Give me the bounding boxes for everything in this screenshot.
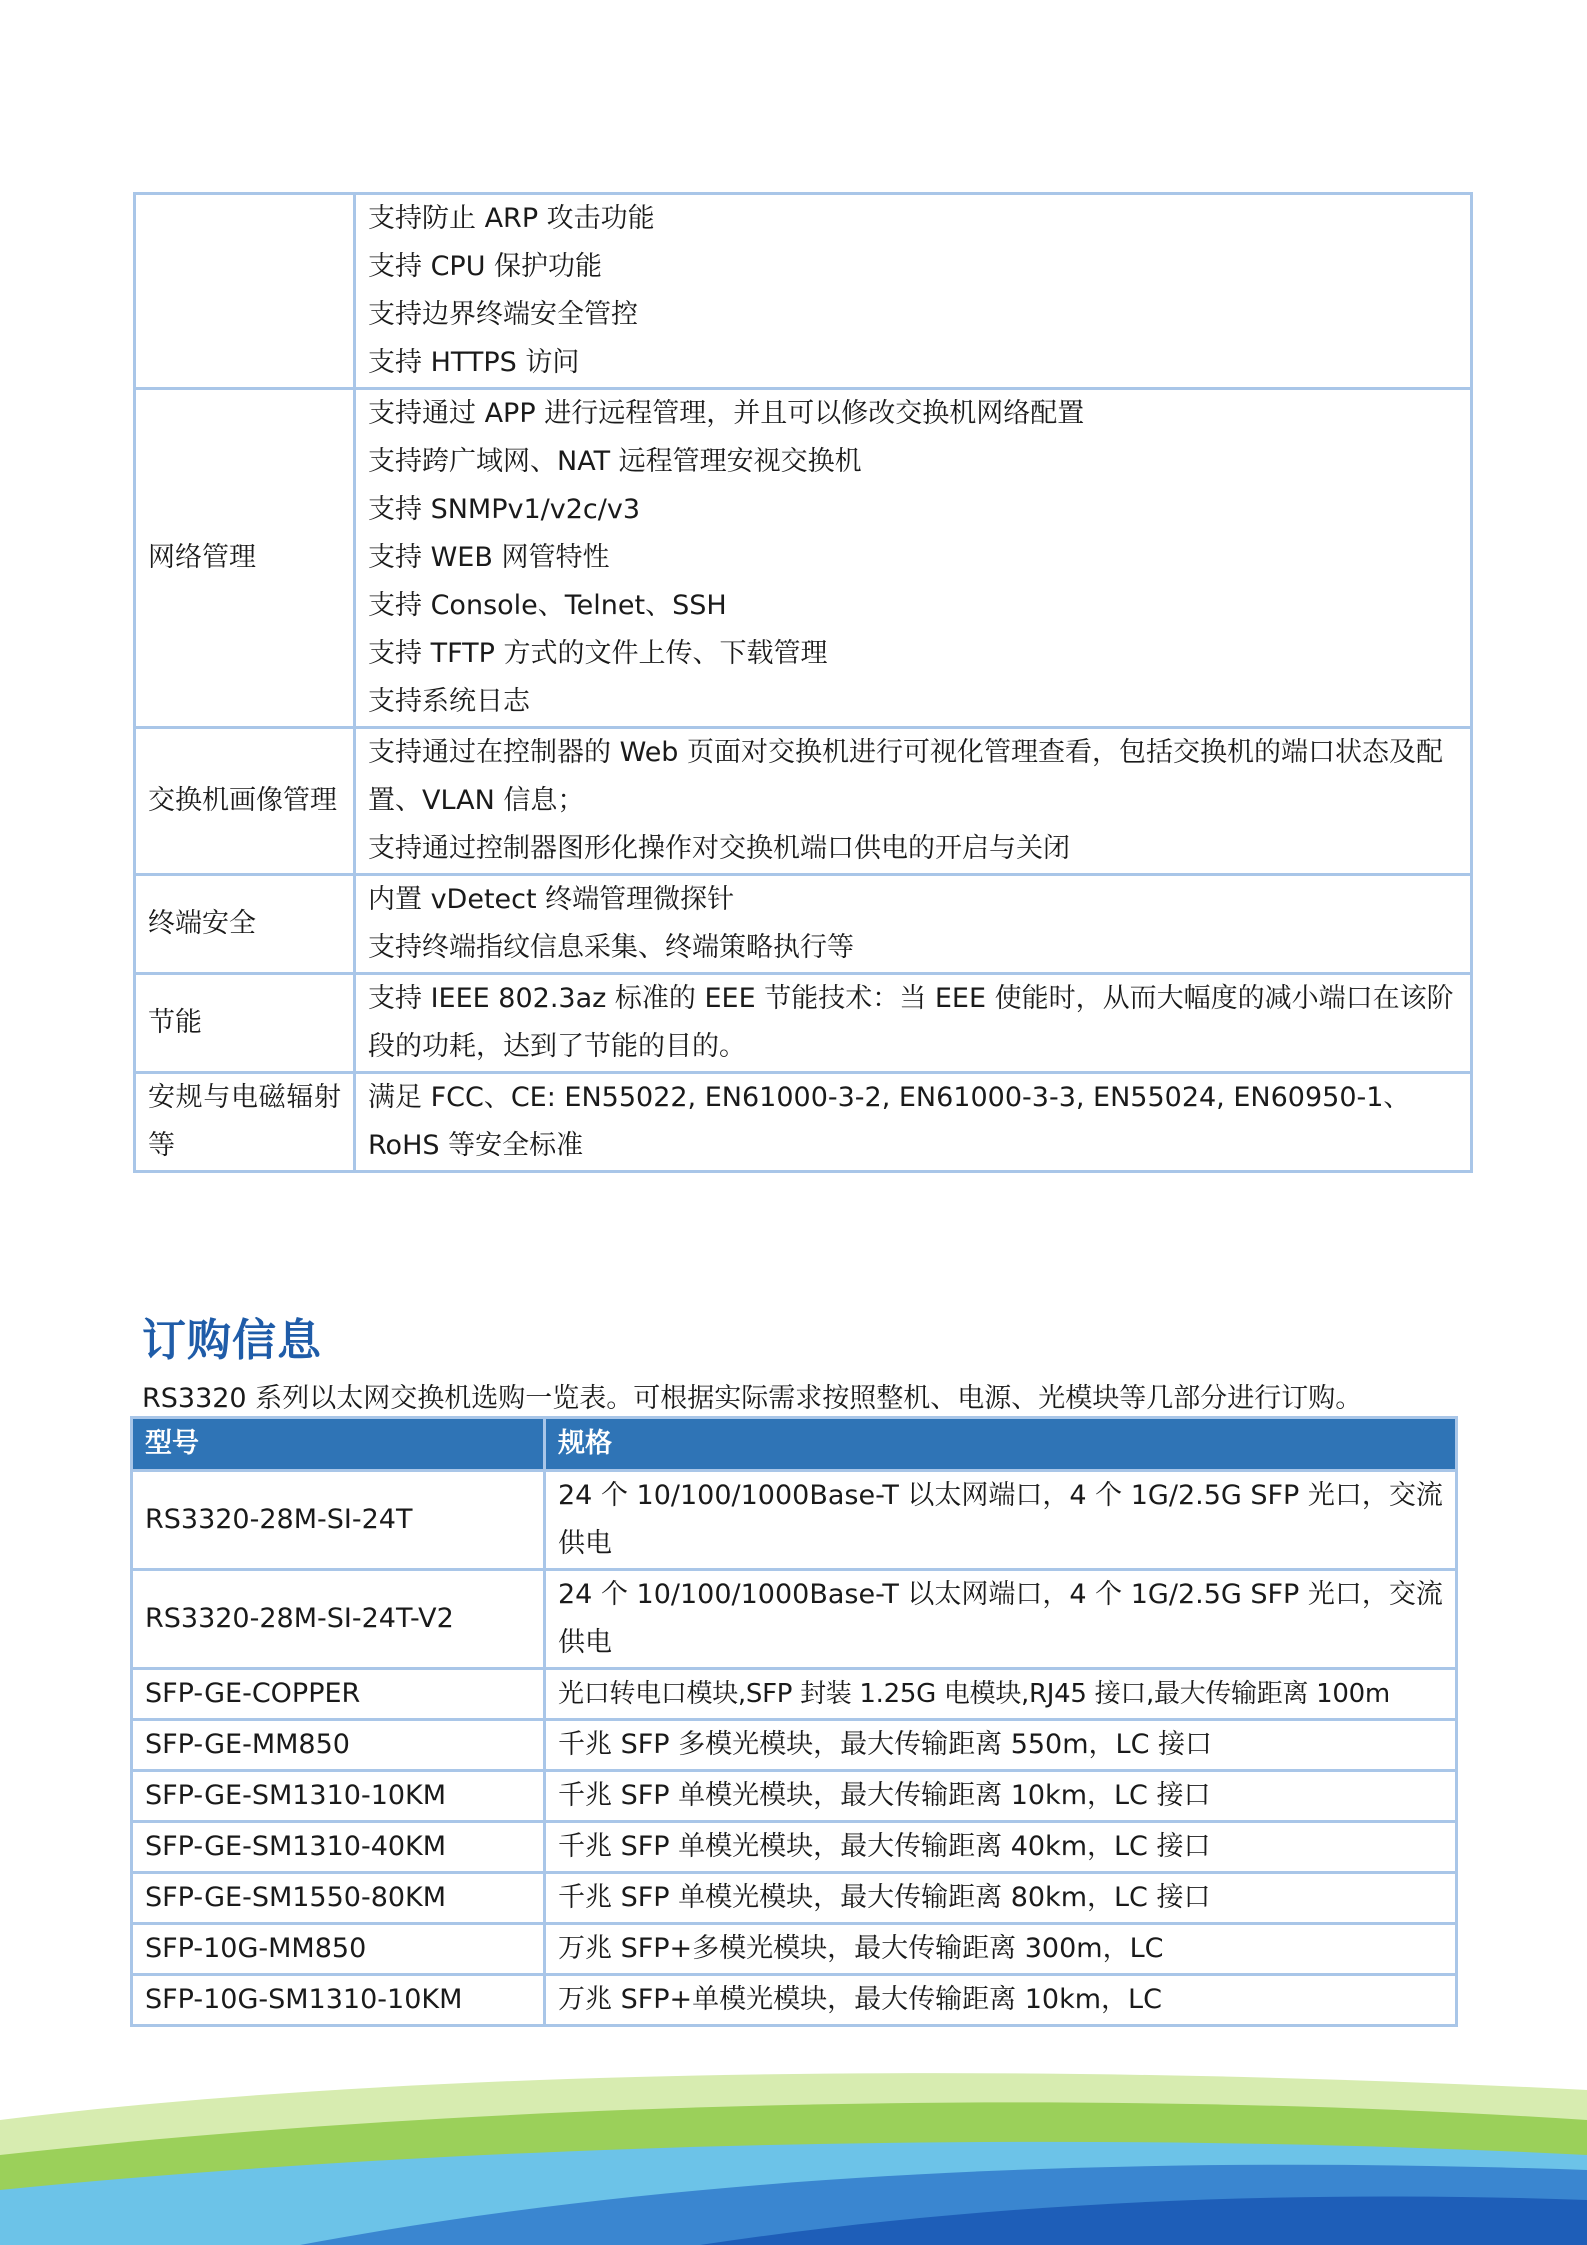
spec-detail-cell <box>355 389 1472 728</box>
spec-line: 支持通过 APP 进行远程管理，并且可以修改交换机网络配置 <box>368 398 1085 429</box>
spec-line: 支持系统日志 <box>368 686 530 717</box>
model-cell: SFP-GE-SM1310-10KM <box>132 1771 545 1822</box>
spec-line: 满足 FCC、CE: EN55022, EN61000-3-2, EN61000-3-3, EN55024, EN60950-1、RoHS 等安全标准 <box>368 1082 1411 1161</box>
spec-cell: 万兆 SFP+多模光模块，最大传输距离 300m，LC <box>545 1924 1457 1975</box>
spec-cell: 光口转电口模块,SFP 封装 1.25G 电模块,RJ45 接口,最大传输距离 100m <box>545 1669 1457 1720</box>
spec-line: 支持跨广域网、NAT 远程管理安视交换机 <box>368 446 862 477</box>
spec-line: 支持 CPU 保护功能 <box>368 251 603 282</box>
table-row <box>132 1771 1457 1822</box>
spec-feature-cell: 安规与电磁辐射等 <box>135 1073 355 1172</box>
spec-detail-cell <box>355 1073 1472 1172</box>
header-spec: 规格 <box>545 1418 1457 1471</box>
header-model: 型号 <box>132 1418 545 1471</box>
spec-line: 支持 Console、Telnet、SSH <box>368 590 727 621</box>
ordering-intro: RS3320 系列以太网交换机选购一览表。可根据实际需求按照整机、电源、光模块等几部分进行订购。 <box>142 1383 1363 1414</box>
spec-cell: 千兆 SFP 单模光模块，最大传输距离 80km，LC 接口 <box>545 1873 1457 1924</box>
spec-detail-cell <box>355 875 1472 974</box>
ordering-table <box>130 1416 1458 2027</box>
ordering-section-title: 订购信息 <box>142 1315 322 1366</box>
model-cell: SFP-GE-MM850 <box>132 1720 545 1771</box>
table-row <box>132 1822 1457 1873</box>
spec-feature-cell <box>135 194 355 389</box>
spec-cell: 千兆 SFP 单模光模块，最大传输距离 40km，LC 接口 <box>545 1822 1457 1873</box>
spec-cell: 千兆 SFP 多模光模块，最大传输距离 550m，LC 接口 <box>545 1720 1457 1771</box>
spec-cell: 24 个 10/100/1000Base-T 以太网端口，4 个 1G/2.5G SFP 光口，交流供电 <box>545 1471 1457 1570</box>
spec-line: 支持 SNMPv1/v2c/v3 <box>368 494 641 525</box>
spec-cell: 24 个 10/100/1000Base-T 以太网端口，4 个 1G/2.5G SFP 光口，交流供电 <box>545 1570 1457 1669</box>
feature-spec-table <box>133 192 1473 1173</box>
spec-line: 支持通过控制器图形化操作对交换机端口供电的开启与关闭 <box>368 833 1070 864</box>
footer-wave-decoration <box>0 2060 1587 2245</box>
spec-detail-cell <box>355 194 1472 389</box>
spec-row <box>135 389 1472 728</box>
spec-line: 支持边界终端安全管控 <box>368 299 638 330</box>
spec-feature-cell: 网络管理 <box>135 389 355 728</box>
spec-detail-cell <box>355 974 1472 1073</box>
spec-line: 支持 HTTPS 访问 <box>368 347 580 378</box>
spec-row <box>135 875 1472 974</box>
spec-feature-cell: 终端安全 <box>135 875 355 974</box>
model-cell: SFP-10G-SM1310-10KM <box>132 1975 545 2026</box>
model-cell: SFP-GE-SM1310-40KM <box>132 1822 545 1873</box>
table-row <box>132 1924 1457 1975</box>
spec-row <box>135 194 1472 389</box>
spec-line: 支持 TFTP 方式的文件上传、下载管理 <box>368 638 828 669</box>
model-cell: SFP-GE-SM1550-80KM <box>132 1873 545 1924</box>
spec-feature-cell: 节能 <box>135 974 355 1073</box>
table-row <box>132 1471 1457 1570</box>
spec-line: 支持 IEEE 802.3az 标准的 EEE 节能技术：当 EEE 使能时，从而大幅度的减小端口在该阶段的功耗，达到了节能的目的。 <box>368 983 1454 1062</box>
ordering-header-row <box>132 1418 1457 1471</box>
model-cell: SFP-GE-COPPER <box>132 1669 545 1720</box>
spec-line: 支持终端指纹信息采集、终端策略执行等 <box>368 932 854 963</box>
model-cell: RS3320-28M-SI-24T <box>132 1471 545 1570</box>
table-row <box>132 1873 1457 1924</box>
spec-cell: 千兆 SFP 单模光模块，最大传输距离 10km，LC 接口 <box>545 1771 1457 1822</box>
spec-row <box>135 974 1472 1073</box>
model-cell: SFP-10G-MM850 <box>132 1924 545 1975</box>
spec-line: 内置 vDetect 终端管理微探针 <box>368 884 735 915</box>
spec-row <box>135 728 1472 875</box>
spec-feature-cell: 交换机画像管理 <box>135 728 355 875</box>
spec-detail-cell <box>355 728 1472 875</box>
spec-line: 支持 WEB 网管特性 <box>368 542 610 573</box>
spec-line: 支持防止 ARP 攻击功能 <box>368 203 655 234</box>
table-row <box>132 1570 1457 1669</box>
spec-line: 支持通过在控制器的 Web 页面对交换机进行可视化管理查看，包括交换机的端口状态及配置、VLAN 信息； <box>368 737 1444 816</box>
table-row <box>132 1975 1457 2026</box>
model-cell: RS3320-28M-SI-24T-V2 <box>132 1570 545 1669</box>
table-row <box>132 1669 1457 1720</box>
spec-row <box>135 1073 1472 1172</box>
table-row <box>132 1720 1457 1771</box>
spec-cell: 万兆 SFP+单模光模块，最大传输距离 10km，LC <box>545 1975 1457 2026</box>
